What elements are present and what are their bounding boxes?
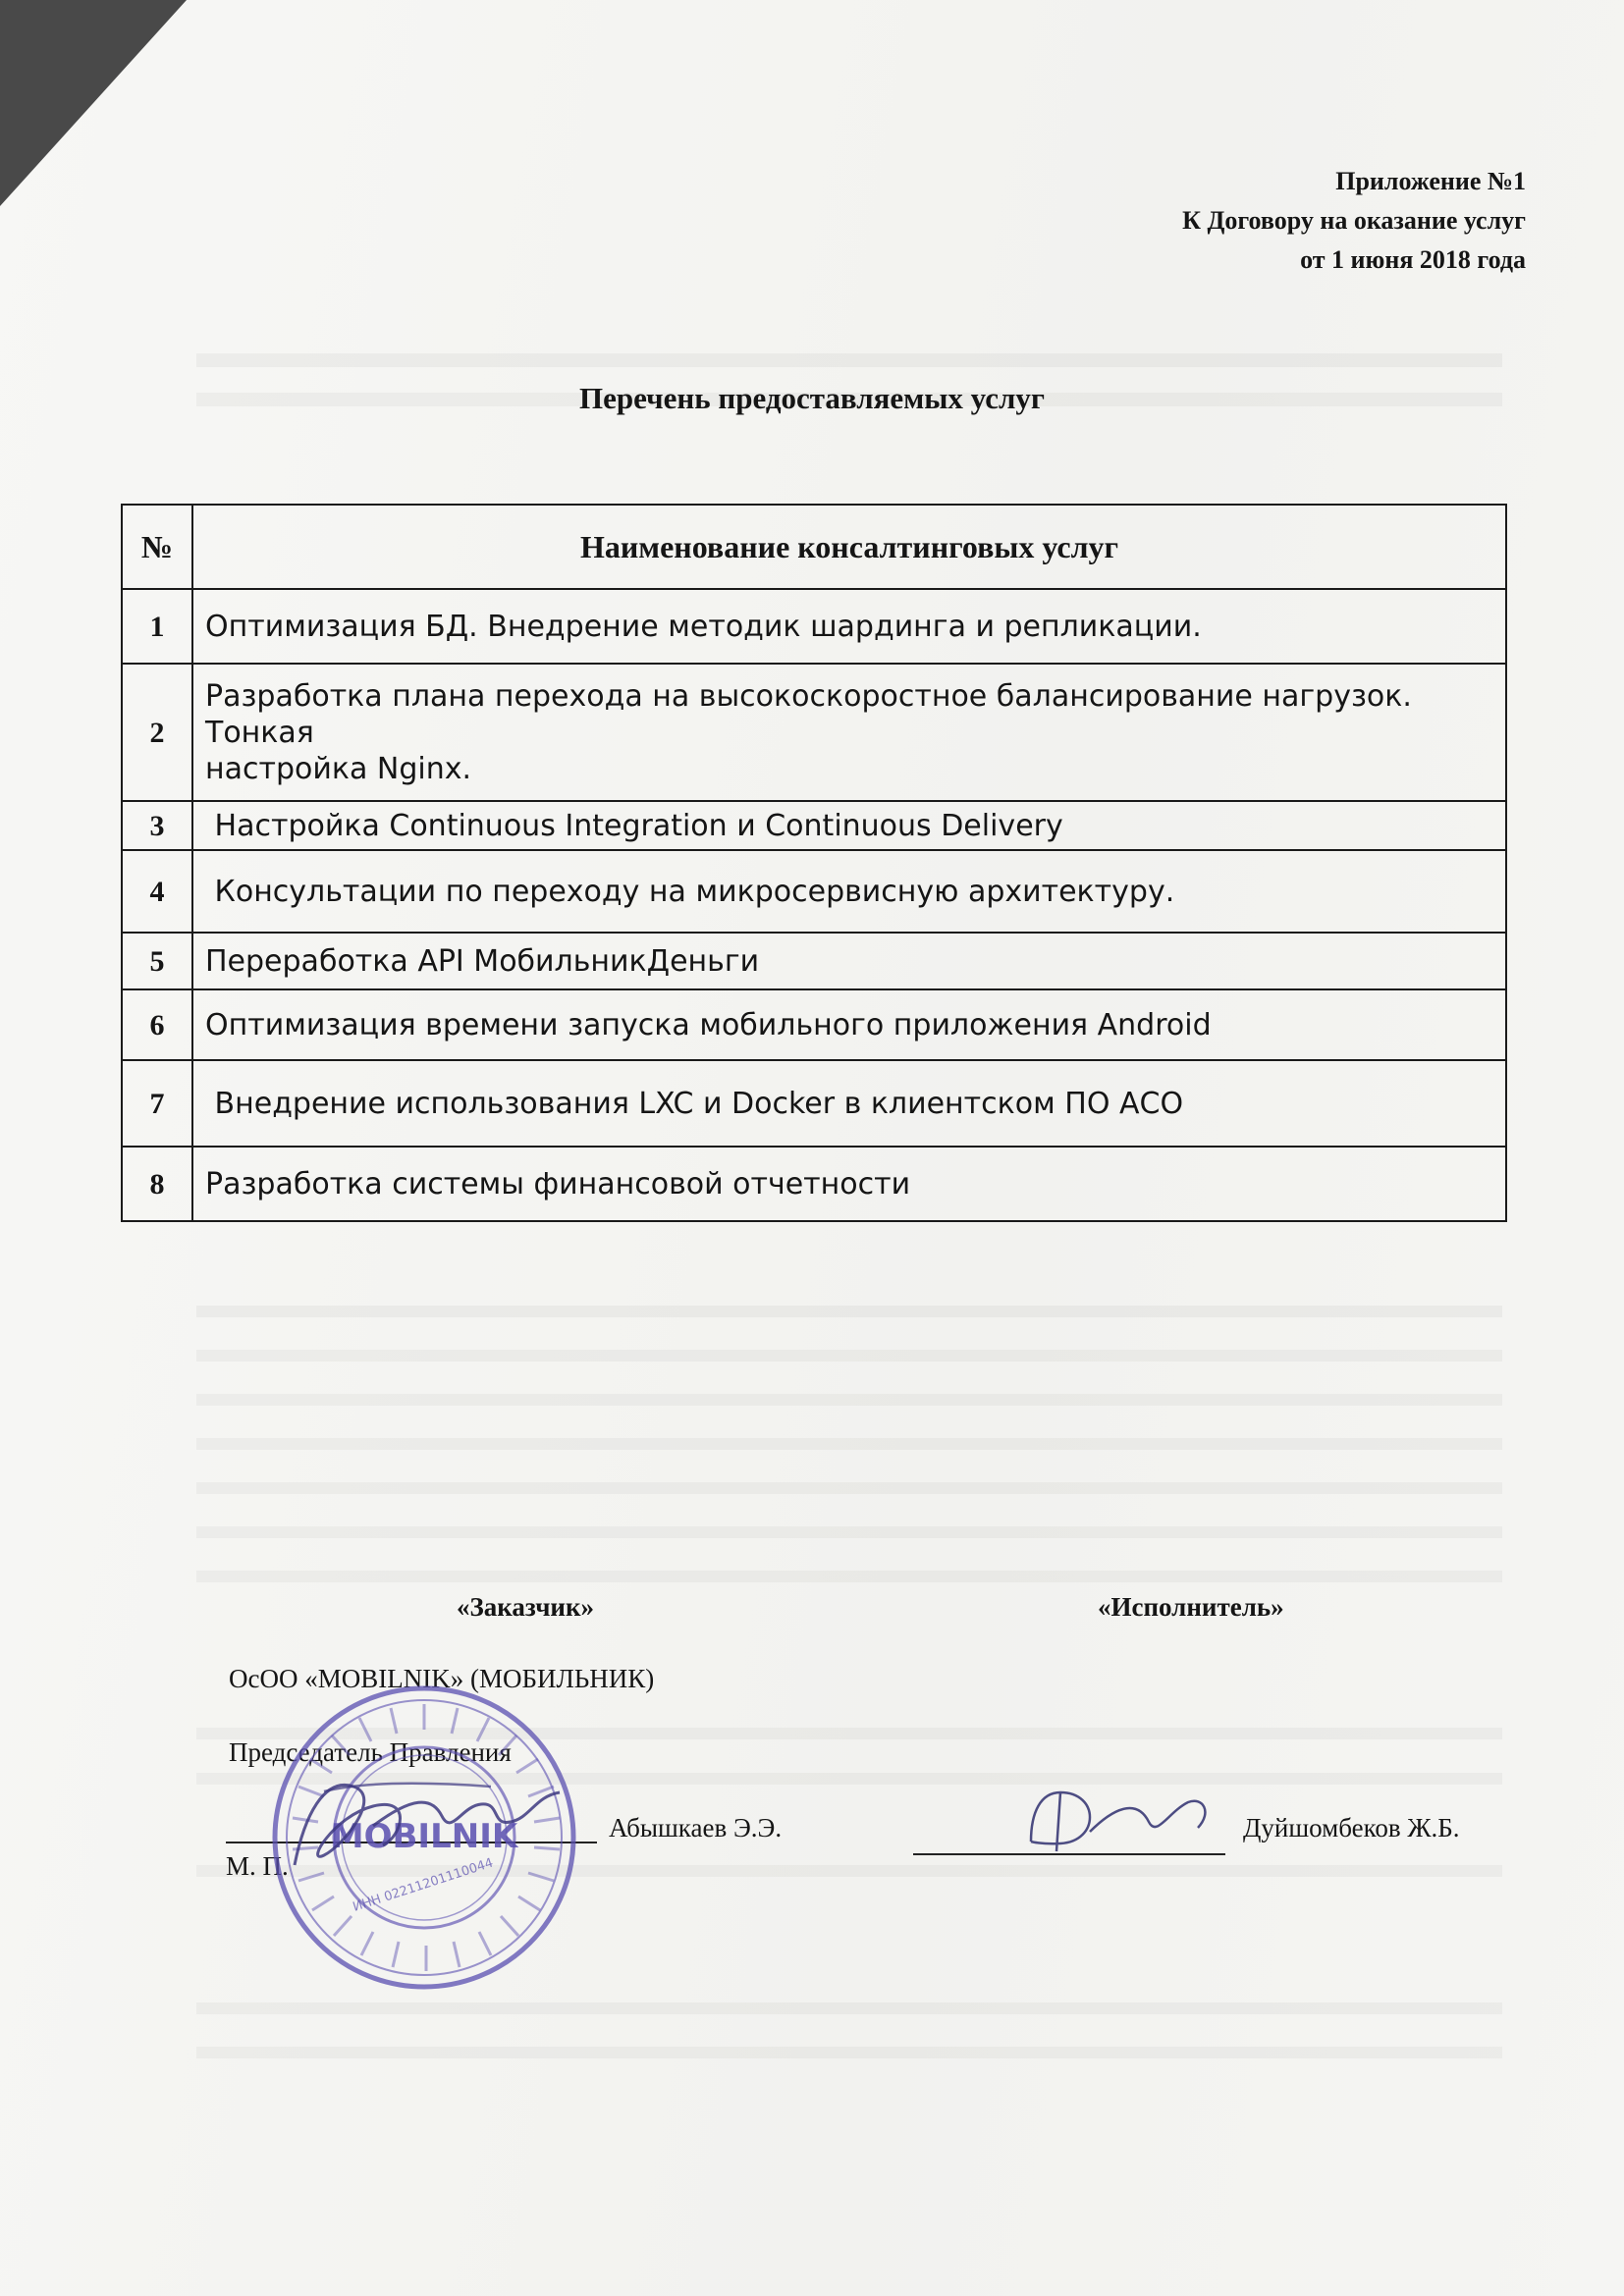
executor-label: «Исполнитель» xyxy=(1098,1592,1284,1622)
row-number: 1 xyxy=(122,589,192,664)
contract-reference: К Договору на оказание услуг xyxy=(1182,206,1526,235)
seal-center-text: MOBILNIK xyxy=(330,1817,518,1856)
row-number: 7 xyxy=(122,1060,192,1147)
annex-header xyxy=(1182,162,1526,280)
customer-label: «Заказчик» xyxy=(457,1592,595,1622)
seal-inn-text: ИНН 02211201110044 xyxy=(351,1855,496,1915)
table-header-row xyxy=(122,505,1506,589)
table-row xyxy=(122,801,1506,850)
folded-corner xyxy=(0,0,187,206)
services-table xyxy=(121,504,1507,1222)
document-title: Перечень предоставляемых услуг xyxy=(579,381,1045,415)
executor-signature-icon xyxy=(992,1773,1227,1861)
stamp-placeholder-label: М. П. xyxy=(226,1851,289,1881)
customer-organization: ОсОО «MOBILNIK» (МОБИЛЬНИК) xyxy=(229,1664,655,1693)
row-number: 4 xyxy=(122,850,192,933)
service-name xyxy=(192,664,1506,801)
row-number: 3 xyxy=(122,801,192,850)
service-name: Переработка API МобильникДеньги xyxy=(192,933,1506,989)
column-header-service: Наименование консалтинговых услуг xyxy=(192,505,1506,589)
contract-date: от 1 июня 2018 года xyxy=(1300,245,1526,274)
customer-position: Председатель Правления xyxy=(229,1737,512,1767)
service-name: Оптимизация БД. Внедрение методик шардинга и репликации. xyxy=(192,589,1506,664)
table-row xyxy=(122,850,1506,933)
service-name: Разработка системы финансовой отчетности xyxy=(192,1147,1506,1221)
table-row xyxy=(122,589,1506,664)
service-name: Настройка Continuous Integration и Continuous Delivery xyxy=(192,801,1506,850)
table-row xyxy=(122,664,1506,801)
row-number: 8 xyxy=(122,1147,192,1221)
table-row xyxy=(122,1147,1506,1221)
table-row xyxy=(122,1060,1506,1147)
row-number: 6 xyxy=(122,989,192,1060)
customer-signature-icon xyxy=(265,1757,589,1885)
row-number: 5 xyxy=(122,933,192,989)
annex-number: Приложение №1 xyxy=(1335,167,1526,195)
service-name: Внедрение использования LXC и Docker в клиентском ПО АСО xyxy=(192,1060,1506,1147)
service-name: Консультации по переходу на микросервисную архитектуру. xyxy=(192,850,1506,933)
row-number: 2 xyxy=(122,664,192,801)
service-name-line-1: Разработка плана перехода на высокоскоростное балансирование нагрузок. Тонкая xyxy=(205,678,1412,750)
column-header-number: № xyxy=(122,505,192,589)
service-name: Оптимизация времени запуска мобильного приложения Android xyxy=(192,989,1506,1060)
customer-signatory-name: Абышкаев Э.Э. xyxy=(609,1813,783,1842)
executor-signatory-name: Дуйшомбеков Ж.Б. xyxy=(1243,1813,1460,1842)
service-name-line-2: настройка Nginx. xyxy=(205,751,472,786)
table-row xyxy=(122,989,1506,1060)
table-row xyxy=(122,933,1506,989)
